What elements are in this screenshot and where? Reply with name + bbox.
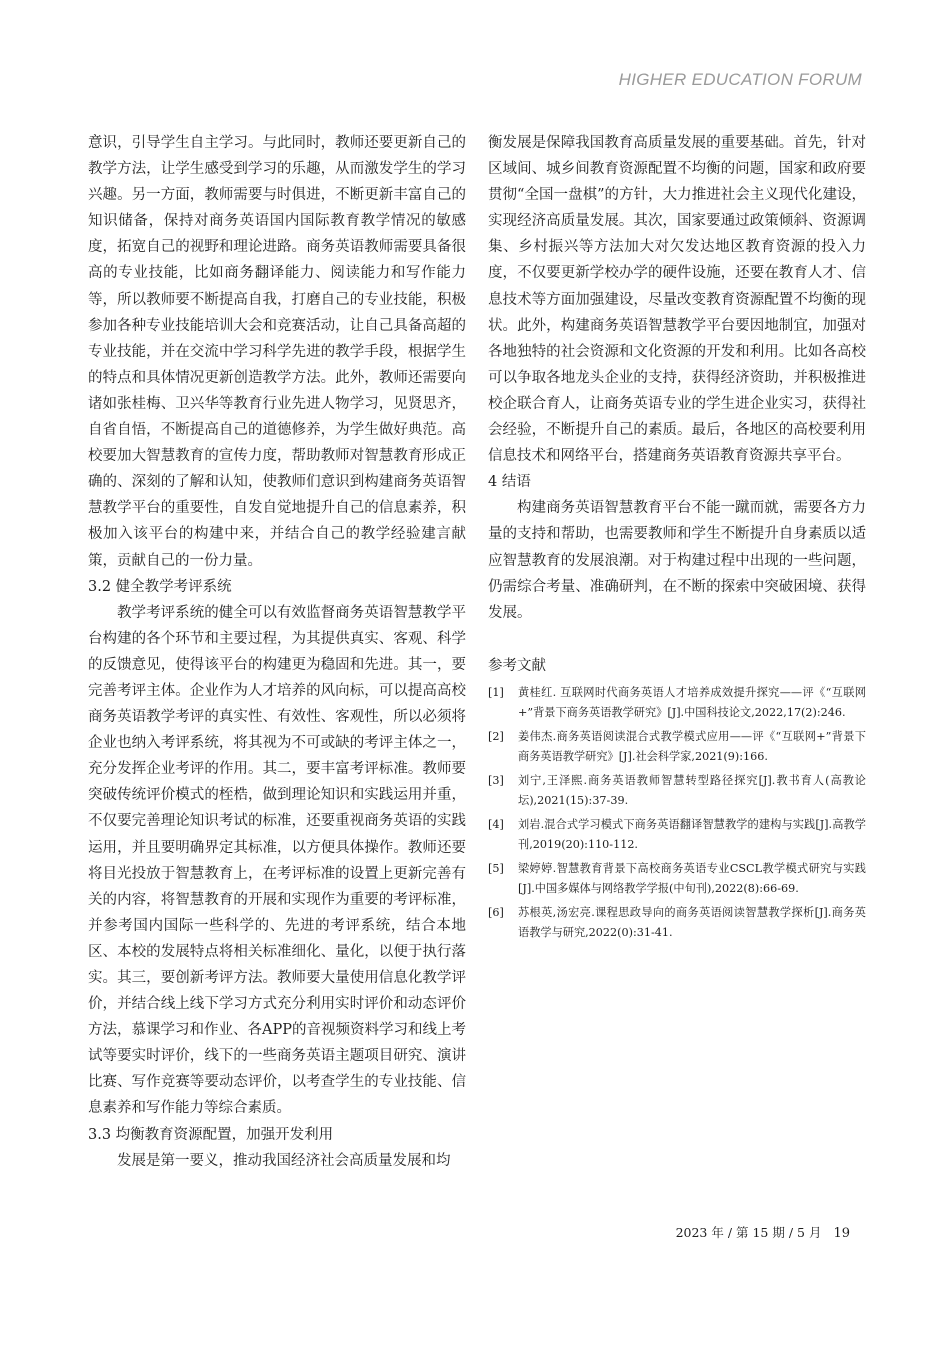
issue-info: 2023 年 / 第 15 期 / 5 月 bbox=[675, 1225, 822, 1240]
reference-number: [3] bbox=[488, 773, 504, 787]
reference-item bbox=[488, 859, 866, 900]
reference-item bbox=[488, 727, 866, 768]
paragraph: 教学考评系统的健全可以有效监督商务英语智慧教学平台构建的各个环节和主要过程，为其提供真实、客观、科学的反馈意见，使得该平台的构建更为稳固和先进。其一，要完善考评主体。企业作为人才培养的风向标，可以提高高校商务英语教学考评的真实性、有效性、客观性，所以必须将企业也纳入考评系统，将其视为不可或缺的考评主体之一，充分发挥企业考评的作用。其二，要丰富考评标准。教师要突破传统评价模式的桎梏，做到理论知识和实践运用并重，不仅要完善理论知识考试的标准，还要重视商务英语的实践运用，并且要明确界定其标准，以方便具体操作。教师还要将目光投放于智慧教育上，在考评标准的设置上更新完善有关的内容，将智慧教育的开展和实现作为重要的考评标准，并参考国内国际一些科学的、先进的考评系统，结合本地区、本校的发展特点将相关标准细化、量化，以便于执行落实。其三，要创新考评方法。教师要大量使用信息化教学评价，并结合线上线下学习方式充分利用实时评价和动态评价方法，慕课学习和作业、各APP的音视频资料学习和线上考试等要实时评价，线下的一些商务英语主题项目研究、演讲比赛、写作竞赛等要动态评价，以考查学生的专业技能、信息素养和写作能力等综合素质。 bbox=[88, 604, 466, 1117]
reference-item bbox=[488, 683, 866, 724]
left-column bbox=[88, 130, 466, 1174]
reference-number: [1] bbox=[488, 685, 504, 699]
reference-text: 刘岩.混合式学习模式下商务英语翻译智慧教学的建构与实践[J].高教学刊,2019(20):110-112. bbox=[518, 817, 866, 852]
reference-item bbox=[488, 815, 866, 856]
reference-list bbox=[488, 683, 866, 944]
reference-text: 姜伟杰.商务英语阅读混合式教学模式应用——评《“互联网+”背景下商务英语教学研究》[J].社会科学家,2021(9):166. bbox=[518, 729, 866, 764]
reference-number: [2] bbox=[488, 729, 504, 743]
paragraph: 发展是第一要义，推动我国经济社会高质量发展和均 bbox=[117, 1152, 451, 1169]
section-heading-3-2: 3.2 健全教学考评系统 bbox=[88, 578, 232, 595]
reference-item bbox=[488, 771, 866, 812]
journal-header: HIGHER EDUCATION FORUM bbox=[618, 70, 862, 89]
reference-number: [6] bbox=[488, 905, 504, 919]
reference-text: 黄桂红. 互联网时代商务英语人才培养成效提升探究——评《“互联网+”背景下商务英语教学研究》[J].中国科技论文,2022,17(2):246. bbox=[518, 685, 866, 720]
paragraph: 衡发展是保障我国教育高质量发展的重要基础。首先，针对区域间、城乡间教育资源配置不均衡的问题，国家和政府要贯彻“全国一盘棋”的方针，大力推进社会主义现代化建设，实现经济高质量发展。其次，国家要通过政策倾斜、资源调集、乡村振兴等方法加大对欠发达地区教育资源的投入力度，不仅要更新学校办学的硬件设施，还要在教育人才、信息技术等方面加强建设，尽量改变教育资源配置不均衡的现状。此外，构建商务英语智慧教学平台要因地制宜，加强对各地独特的社会资源和文化资源的开发和利用。比如各高校可以争取各地龙头企业的支持，获得经济资助，并积极推进校企联合育人，让商务英语专业的学生进企业实习，获得社会经验，不断提升自己的素质。最后，各地区的高校要利用信息技术和网络平台，搭建商务英语教育资源共享平台。 bbox=[488, 135, 866, 465]
reference-text: 刘宁,王泽熙.商务英语教师智慧转型路径探究[J].教书育人(高教论坛),2021(15):37-39. bbox=[518, 773, 866, 808]
paragraph: 构建商务英语智慧教育平台不能一蹴而就，需要各方力量的支持和帮助，也需要教师和学生不断提升自身素质以适应智慧教育的发展浪潮。对于构建过程中出现的一些问题，仍需综合考量、准确研判，在不断的探索中突破困境、获得发展。 bbox=[488, 500, 866, 621]
reference-text: 苏根英,汤宏亮.课程思政导向的商务英语阅读智慧教学探析[J].商务英语教学与研究,2022(0):31-41. bbox=[518, 905, 866, 940]
page-footer bbox=[676, 1223, 850, 1241]
reference-number: [5] bbox=[488, 861, 504, 875]
paragraph: 意识，引导学生自主学习。与此同时，教师还要更新自己的教学方法，让学生感受到学习的乐趣，从而激发学生的学习兴趣。另一方面，教师需要与时俱进，不断更新丰富自己的知识储备，保持对商务英语国内国际教育教学情况的敏感度，拓宽自己的视野和理论进路。商务英语教师需要具备很高的专业技能，比如商务翻译能力、阅读能力和写作能力等，所以教师要不断提高自我，打磨自己的专业技能，积极参加各种专业技能培训大会和竞赛活动，让自己具备高超的专业技能，并在交流中学习科学先进的教学手段，根据学生的特点和具体情况更新创造教学方法。此外，教师还需要向诸如张桂梅、卫兴华等教育行业先进人物学习，见贤思齐，自省自悟，不断提高自己的道德修养，为学生做好典范。高校要加大智慧教育的宣传力度，帮助教师对智慧教育形成正确的、深刻的了解和认知，使教师们意识到构建商务英语智慧教学平台的重要性，自发自觉地提升自己的信息素养，积极加入该平台的构建中来，并结合自己的教学经验建言献策，贡献自己的一份力量。 bbox=[88, 135, 466, 569]
references-title: 参考文献 bbox=[488, 657, 546, 674]
section-heading-3-3: 3.3 均衡教育资源配置，加强开发利用 bbox=[88, 1126, 334, 1143]
reference-number: [4] bbox=[488, 817, 504, 831]
reference-text: 梁婷婷.智慧教育背景下高校商务英语专业CSCL教学模式研究与实践[J].中国多媒体与网络教学学报(中旬刊),2022(8):66-69. bbox=[518, 861, 866, 896]
page-number: 19 bbox=[833, 1226, 850, 1241]
right-column bbox=[488, 130, 866, 947]
section-heading-4: 4 结语 bbox=[488, 474, 531, 491]
reference-item bbox=[488, 903, 866, 944]
